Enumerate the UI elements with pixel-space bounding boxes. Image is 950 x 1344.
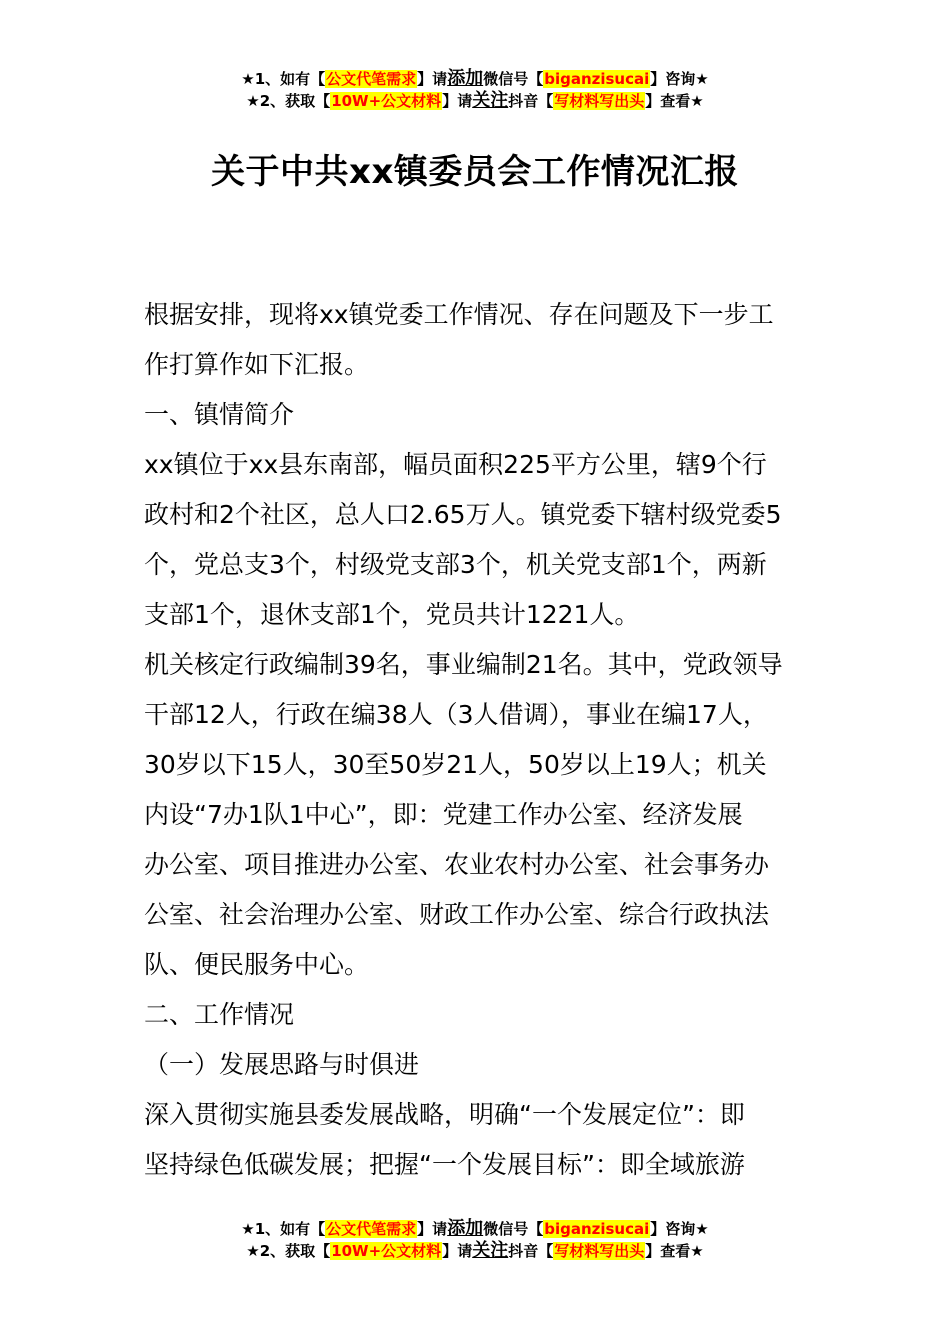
body-line: 政村和2个社区，总人口2.65万人。镇党委下辖村级党委5 [144,500,782,529]
body-line: 机关核定行政编制39名，事业编制21名。其中，党政领导 [144,650,783,679]
banner-text: ★1、如有【 [241,1220,326,1238]
body-line: 深入贯彻实施县委发展战略，明确“一个发展定位”：即 [144,1100,745,1129]
body-line: 作打算作如下汇报。 [144,350,370,379]
body-line: 支部1个，退休支部1个，党员共计1221人。 [144,600,640,629]
banner-highlight: 写材料写出头 [554,1242,645,1260]
banner-text: ★2、获取【 [246,92,331,110]
banner-text: ★1、如有【 [241,70,326,88]
banner-highlight: 公文代笔需求 [326,1220,417,1238]
body-line: 个，党总支3个，村级党支部3个，机关党支部1个，两新 [144,550,767,579]
banner-highlight: biganzisucai [544,1220,650,1238]
section-heading: 一、镇情简介 [144,400,295,429]
document-title: 关于中共xx镇委员会工作情况汇报 [211,152,739,192]
section-heading: 二、工作情况 [144,1000,295,1029]
body-line: 干部12人，行政在编38人（3人借调），事业在编17人， [144,700,768,729]
banner-highlight: 公文代笔需求 [326,70,417,88]
banner-highlight: 写材料写出头 [554,92,645,110]
banner-text: ★2、获取【 [246,1242,331,1260]
banner-line-2 [0,1240,950,1262]
banner-highlight: 10W+公文材料 [331,92,442,110]
body-line: 办公室、项目推进办公室、农业农村办公室、社会事务办 [144,850,770,879]
body-line: xx镇位于xx县东南部，幅员面积225平方公里，辖9个行 [144,450,767,479]
banner-line-2 [0,90,950,112]
banner-line-1 [0,68,950,90]
body-line: 内设“7办1队1中心”，即：党建工作办公室、经济发展 [144,800,743,829]
banner-text: 】请 [417,70,448,88]
body-line: 队、便民服务中心。 [144,950,370,979]
banner-text: 抖音【 [508,1242,554,1260]
banner-text: 】查看★ [645,92,704,110]
banner-highlight: 10W+公文材料 [331,1242,442,1260]
banner-text: 】咨询★ [650,70,709,88]
header-banner [0,68,950,112]
banner-text: 微信号【 [483,70,544,88]
body-line: 公室、社会治理办公室、财政工作办公室、综合行政执法 [144,900,770,929]
banner-emphasis: 添加 [447,68,484,89]
banner-emphasis: 添加 [447,1218,484,1239]
body-line: 坚持绿色低碳发展；把握“一个发展目标”：即全域旅游 [144,1150,745,1179]
body-line: 30岁以下15人，30至50岁21人，50岁以上19人；机关 [144,750,767,779]
banner-emphasis: 关注 [472,1240,509,1261]
banner-text: 】咨询★ [650,1220,709,1238]
banner-text: 微信号【 [483,1220,544,1238]
banner-emphasis: 关注 [472,90,509,111]
subsection-heading: （一）发展思路与时俱进 [144,1050,420,1079]
banner-text: 】请 [442,92,473,110]
banner-highlight: biganzisucai [544,70,650,88]
document-body [144,290,844,1190]
banner-line-1 [0,1218,950,1240]
banner-text: 抖音【 [508,92,554,110]
banner-text: 】请 [442,1242,473,1260]
banner-text: 】查看★ [645,1242,704,1260]
footer-banner [0,1218,950,1262]
banner-text: 】请 [417,1220,448,1238]
body-line: 根据安排，现将xx镇党委工作情况、存在问题及下一步工 [144,300,774,329]
